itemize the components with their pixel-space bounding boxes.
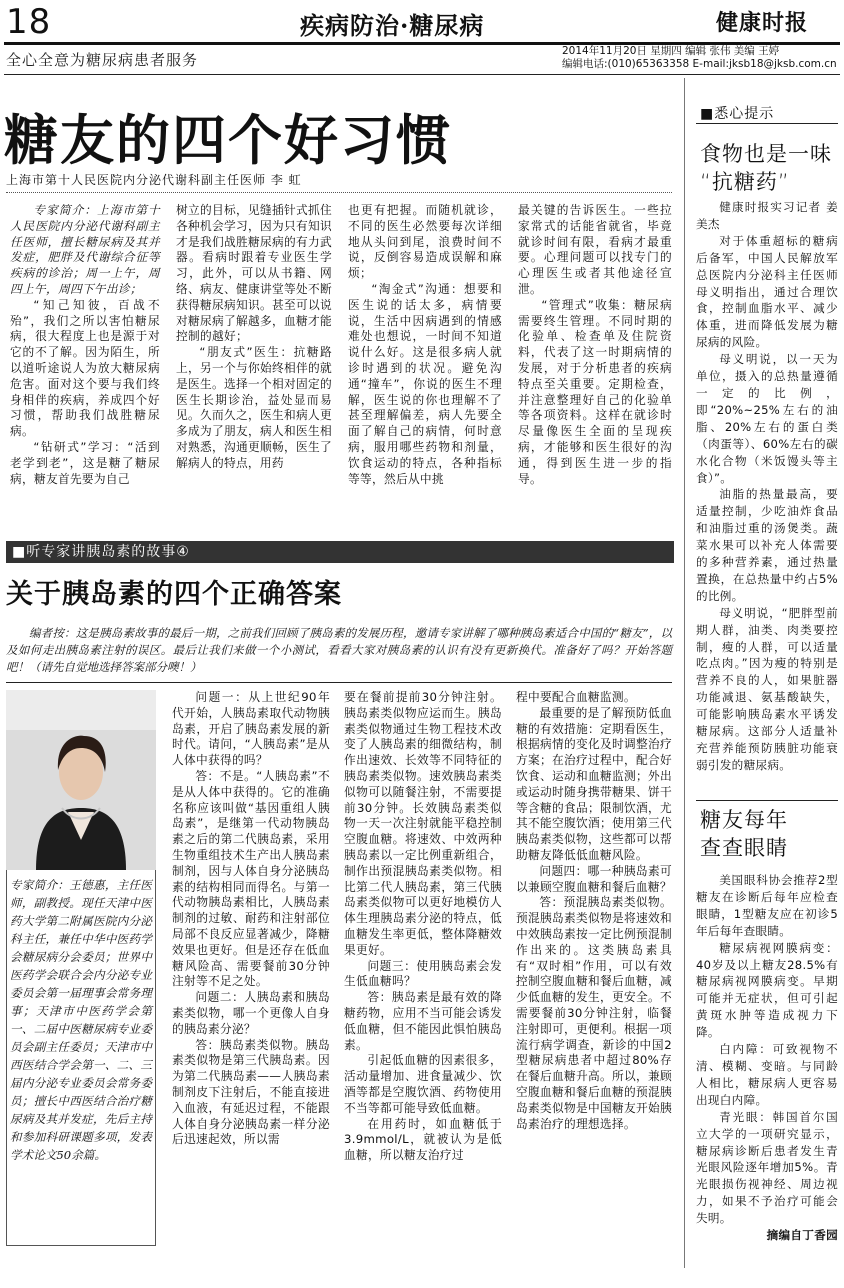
paragraph: 油脂的热量最高，要适量控制，少吃油炸食品和油脂过重的汤煲类。蔬菜水果可以补充人体需要的多种营养素，通过热量置换，在总热量中约占5%的比例。 [696, 487, 838, 603]
answer: 答：预混胰岛素类似物。预混胰岛素类似物是将速效和中效胰岛素按一定比例预混制作出来的。这类胰岛素具有“双时相”作用，可以有效控制空腹血糖和餐后血糖，减少低血糖的发生，更安全。不需要餐前30分钟注射，临餐注射即可，更便利。根据一项流行病学调查，新诊的中国2型糖尿病患者中超过80%存在餐后血糖升高。所以，兼顾空腹血糖和餐后血糖的预混胰岛素类似物是中国糖友开始胰岛素治疗的理想选择。 [516, 895, 672, 1131]
question: 问题二：人胰岛素和胰岛素类似物，哪一个更像人自身的胰岛素分泌？ [172, 990, 330, 1036]
newspaper-logo: 健康时报 [716, 10, 809, 36]
byline-rule [6, 192, 672, 193]
paragraph: 也更有把握。而随机就诊，不同的医生必然要每次详细地从头问到尾，浪费时间不说，反倒容易造成误解和麻烦； [348, 203, 502, 281]
insulin-headline: 关于胰岛素的四个正确答案 [6, 579, 342, 610]
sidebar-title-2: 糖友每年 查查眼睛 [700, 808, 788, 860]
paragraph: 树立的目标，见缝插针式抓住各种机会学习，因为只有知识才是我们战胜糖尿病的有力武器。看病时跟着专业医生学习，此外，可以从书籍、网络、病友、健康讲堂等处不断获得糖尿病知识。甚至可以说对糖尿病了解越多，血糖才能控制的越好； [176, 203, 332, 344]
editor-note-rule [6, 682, 672, 683]
main-column-4 [518, 203, 672, 487]
paragraph: “管理式”收集：糖尿病需要终生管理。不同时期的化验单、检查单及住院资料，代表了这一时期病情的发展，对于分析患者的疾病特点至关重要。定期检查，并注意整理好自己的化验单等各项资料。这样在就诊时尽量像医生全面的呈现疾病，才能够和医生很好的沟通，得到医生进一步的指导。 [518, 297, 672, 486]
paragraph: 最关键的告诉医生。一些拉家常式的话能省就省，毕竟就诊时间有限，看病才最重要。心理问题可以找专门的心理医生或者其他途径宣泄。 [518, 203, 672, 296]
paragraph: “淘金式”沟通：想要和医生说的话太多，病情要说，生活中因病遇到的情感难处也想说，一时间不知道说什么好。这是很多病人就诊时遇到的状况。避免沟通“撞车”，你说的医生不理解，医生说的你也理解不了甚至理解偏差，病人先要全面了解自己的病情，何时意病，服用哪些药物和剂量，饮食运动的特点，各种指标等等，然后从中挑 [348, 281, 502, 486]
sidebar-rule [696, 800, 838, 801]
paragraph: 母义明说，以一天为单位，摄入的总热量遵循一定的比例，即“20%~25%左右的油脂、20%左右的蛋白类（肉蛋等）、60%左右的碳水化合物（米饭馒头等主食）”。 [696, 352, 838, 485]
sidebar-tag-rule [696, 123, 838, 124]
question: 问题四：哪一种胰岛素可以兼顾空腹血糖和餐后血糖？ [516, 863, 672, 894]
page-number: 18 [6, 2, 52, 42]
contact-line: 编辑电话:(010)65363358 E-mail:jksb18@jksb.com.cn [562, 58, 837, 70]
paragraph: “钻研式”学习：“活到老学到老”，这是糖了糖尿病，糖友首先要为自己 [10, 439, 160, 486]
paragraph: 青光眼：韩国首尔国立大学的一项研究显示，糖尿病诊断后患者发生青光眼风险逐年增加5%。青光眼损伤视神经、周边视力，如果不予治疗可能会失明。 [696, 1109, 838, 1226]
paragraph: 对于体重超标的糖病后备军，中国人民解放军总医院内分泌科主任医师母义明指出，通过合理饮食，控制血脂水平、减少体重，进而降低发展为糖尿病的风险。 [696, 233, 838, 350]
answer: 答：胰岛素是最有效的降糖药物，应用不当可能会诱发低血糖，但不能因此惧怕胰岛素。 [344, 990, 502, 1052]
sidebar-article-1 [696, 199, 838, 774]
paragraph: “朋友式”医生：抗糖路上，另一个与你始终相伴的就是医生。选择一个相对固定的医生长期诊治，益处显而易见。久而久之，医生和病人更多成为了朋友，病人和医生相对熟悉，沟通更顺畅，医生了解病人的特点，用药 [176, 345, 332, 470]
masthead-bottom-rule [4, 74, 840, 75]
paragraph: 引起低血糖的因素很多，活动量增加、进食量减少、饮酒等都是空腹饮酒、药物使用不当等都可能导致低血糖。 [344, 1053, 502, 1115]
question: 问题一：从上世纪90年代开始，人胰岛素取代动物胰岛素，开启了胰岛素发展的新时代。请问，“人胰岛素”是从人体中获得的吗？ [172, 690, 330, 768]
paragraph: 要在餐前提前30分钟注射。胰岛素类似物应运而生。胰岛素类似物通过生物工程技术改变了人胰岛素的细微结构，制作出速效、长效等不同特征的胰岛素类似物。速效胰岛素类似物可以随餐注射，不需要提前30分钟。长效胰岛素类似物一天一次注射就能平稳控制空腹血糖。将速效、中效两种胰岛素以一定比例重新组合，制作出预混胰岛素类似物。相比第二代人胰岛素，第三代胰岛素类似物可以更好地模仿人体生理胰岛素分泌的特点，低血糖发生率更低，整体降糖效果更好。 [344, 690, 502, 957]
main-column-1 [10, 203, 160, 487]
section-banner: ■听专家讲胰岛素的故事④ [6, 541, 674, 563]
sidebar-article-2 [696, 872, 838, 1244]
insulin-column-3 [516, 690, 672, 1132]
sidebar-title-1: 食物也是一味 “抗糖药” [700, 142, 832, 194]
paragraph: 白内障：可致视物不清、模糊、变暗。与同龄人相比，糖尿病人更容易出现白内障。 [696, 1042, 838, 1107]
section-title: 疾病防治·糖尿病 [300, 11, 485, 40]
main-column-2 [176, 203, 332, 472]
answer: 答：胰岛素类似物。胰岛素类似物是第三代胰岛素。因为第二代胰岛素——人胰岛素制剂皮下注射后，不能直接进入血液，有延迟过程，不能跟人体自身分泌胰岛素一样分泌后迅速起效，所以需 [172, 1037, 330, 1147]
date-line: 2014年11月20日 星期四 编辑 张伟 美编 王婷 [562, 45, 780, 57]
portrait-image [6, 690, 156, 870]
main-column-3 [348, 203, 502, 487]
paragraph: 糖尿病视网膜病变：40岁及以上糖友28.5%有糖尿病视网膜病变。早期可能并无症状，但可引起黄斑水肿等造成视力下降。 [696, 940, 838, 1040]
section-slogan: 全心全意为糖尿病患者服务 [6, 51, 199, 69]
insulin-column-2 [344, 690, 502, 1164]
question: 问题三：使用胰岛素会发生低血糖吗？ [344, 958, 502, 989]
expert-bio: 专家简介：王德惠，主任医师，副教授。现任天津中医药大学第二附属医院内分泌科主任，兼任中华中医药学会糖尿病分会委员；世界中医药学会联合会内分泌专业委员会第一届理事会常务理事；天津市中医药学会第一、二届中医糖尿病专业委员会副主任委员；天津市中西医结合学会第一、二、三届内分泌专业委员会常务委员；擅长中西医结合治疗糖尿病及其并发症，先后主持和参加科研课题多项，发表学术论文50余篇。 [10, 878, 152, 1162]
paragraph: 母义明说，“肥胖型前期人群，油类、肉类要控制，瘦的人群，可以适量吃点肉。”因为瘦的特别是营养不良的人，如果脏器功能减退、氨基酸缺失，可能影响胰岛素水平诱发糖尿病。这部分人适量补充营养能预防胰脏功能衰弱引发的糖尿病。 [696, 605, 838, 772]
paragraph: “知己知彼，百战不殆”，我们之所以害怕糖尿病，很大程度上也是源于对它的不了解。因为陌生，所以道听途说人为放大糖尿病危害。面对这个要与我们终身相伴的疾病，养成四个好习惯，帮助我们战胜糖尿病。 [10, 297, 160, 439]
sidebar-divider [684, 78, 685, 1268]
main-headline: 糖友的四个好习惯 [4, 108, 452, 172]
sidebar-byline: 健康时报实习记者 姜美杰 [696, 200, 838, 231]
answer: 答：不是。“人胰岛素”不是从人体中获得的。它的准确名称应该叫做“基因重组人胰岛素”，是继第一代动物胰岛素之后的第二代胰岛素，采用生物重组技术生产出人胰岛素制剂，因与人体自身分泌胰岛素的结构相同而得名。与第一代动物胰岛素相比，人胰岛素制剂的过敏、耐药和注射部位局部不良反应显著减少，降糖效果也更好。但是还存在低血糖风险高、需要餐前30分钟注射等不足之处。 [172, 768, 330, 989]
paragraph: 在用药时，如血糖低于3.9mmol/L，就被认为是低血糖，所以糖友治疗过 [344, 1116, 502, 1163]
paragraph: 美国眼科协会推荐2型糖友在诊断后每年应检查眼睛，1型糖友应在初诊5年后每年查眼睛。 [696, 873, 838, 938]
editor-note: 编者按：这是胰岛素故事的最后一期，之前我们回顾了胰岛素的发展历程，邀请专家讲解了哪种胰岛素适合中国的“糖友”，以及如何走出胰岛素注射的误区。最后让我们来做一个小测试，看看大家对胰岛素的认识有没有更新换代。准备好了吗？开始答题吧！（请先自觉地选择答案部分噢！） [6, 626, 672, 674]
masthead-meta [562, 45, 837, 71]
main-byline: 上海市第十人民医院内分泌代谢科副主任医师 李 虹 [6, 173, 302, 187]
expert-photo [6, 690, 156, 870]
sidebar-tag: ■悉心提示 [700, 106, 775, 122]
sidebar-signature: 摘编自丁香园 [766, 1228, 838, 1243]
author-bio: 专家简介：上海市第十人民医院内分泌代谢科副主任医师，擅长糖尿病及其并发症，肥胖及代谢综合征等疾病的诊治；周一上午，周四上午，周四下午出诊； [10, 203, 160, 296]
paragraph: 最重要的是了解预防低血糖的有效措施：定期看医生，根据病情的变化及时调整治疗方案；在治疗过程中，配合好饮食、运动和血糖监测；外出或运动时随身携带糖果、饼干等含糖的食品；限制饮酒，尤其不能空腹饮酒；使用第三代胰岛素类似物，这些都可以帮助糖友降低低血糖风险。 [516, 705, 672, 862]
insulin-column-1 [172, 690, 330, 1148]
paragraph: 程中要配合血糖监测。 [516, 690, 636, 704]
